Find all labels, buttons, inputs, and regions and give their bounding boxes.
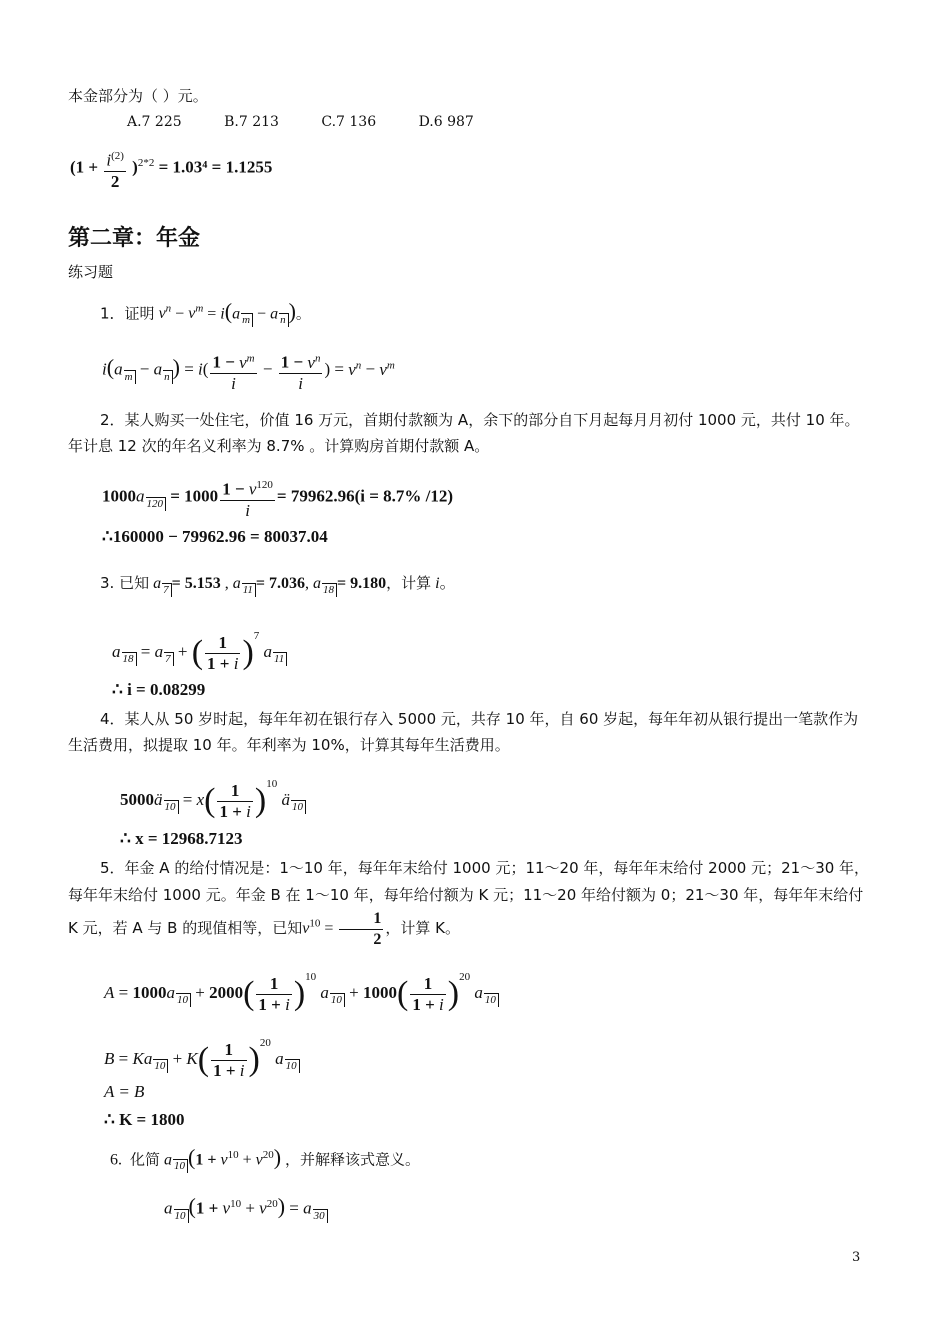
question-5: 5．年金 A 的给付情况是：1～10 年，每年年末给付 1000 元；11～20 年，每年年末给付 2000 元；21～30 年，每年年末给付 1000 元。年金 B 在 1～10 年，每年给付额为 K 元；11～20 年给付额为 0；21～30 年，每年年末给付 K 元，若 A 与 B 的现值相等，已知$v^{10}$ = $\frac{1}{2}$ ，计算 K。 xyxy=(68,859,870,948)
question-1: 1．证明 $v^n - v^m = i(a$ m − a n )。 xyxy=(100,298,311,327)
option-a: A.7 225 xyxy=(127,114,182,130)
equation-q6: a 10 $(1 + v^{10} + v^{20}) = a$ 30 xyxy=(164,1193,328,1223)
option-c: C.7 136 xyxy=(321,114,377,130)
equation-q3-result: ∴ i = 0.08299 xyxy=(112,680,206,699)
question-4: 4．某人从 50 岁时起，每年年初在银行存入 5000 元，共存 10 年，自 60 岁起，每年年初从银行提出一笔款作为生活费用，拟提取 10 年。年利率为 10%，计算其每年生活费用。 xyxy=(68,710,859,754)
equation-q5-ab: A = B xyxy=(104,1082,145,1101)
option-b: B.7 213 xyxy=(224,114,279,130)
page-number: 3 xyxy=(852,1250,861,1265)
equation-q5-result: ∴ K = 1800 xyxy=(104,1110,185,1129)
equation-q5-b: B = Ka 10 + K( $\frac{1}{1 + i}$ )$^{20}$ a 10 xyxy=(104,1032,300,1081)
question-3: 3. 已知 a 7 = 5.153 , a 11 = 7.036, a 18 = 9.180，计算 i。 xyxy=(100,574,456,596)
intro-line: 本金部分为（ ）元。 xyxy=(68,87,208,105)
equation-q4: 5000ä 10 = x( $\frac{1}{1 + i}$ )$^{10}$ ä 10 xyxy=(120,773,306,822)
equation-q1-proof: i(a m − a n ) = i( $\frac{1 - v^m}{i}$ − $\frac{1 - v^n}{i}$ ) = $v^n - v^m$ xyxy=(102,348,395,394)
equation-q2-annuity: 1000a 120 = 1000 $\frac{1 - v^{120}}{i}$ = 79962.96(i = 8.7% /12) xyxy=(102,475,453,521)
question-6: 6. 化简 a 10 $(1 + v^{10} + v^{20})$ ，并解释该式意义。 xyxy=(110,1144,421,1173)
question-2: 2．某人购买一处住宅，价值 16 万元，首期付款额为 A，余下的部分自下月起每月月初付 1000 元，共付 10 年。年计息 12 次的年名义利率为 8.7% 。计算购房首期付款额 A。 xyxy=(68,411,860,455)
equation-q3: a 18 = a 7 + ( $\frac{1}{1 + i}$ )$^7$ a 11 xyxy=(112,625,287,674)
equation-q5-a: A = 1000a 10 + 2000( $\frac{1}{1 + i}$ )$^{10}$ a 10 + 1000( $\frac{1}{1 + i}$ )$^{20}$ a 10 xyxy=(104,966,499,1015)
section-label: 练习题 xyxy=(68,263,114,281)
option-d: D.6 987 xyxy=(418,114,474,130)
equation-q4-result: ∴ x = 12968.7123 xyxy=(120,829,243,848)
answer-options xyxy=(127,112,512,132)
equation-interest-conversion: (1 + $\frac{i^{(2)}}{2}$ )$^{2*2}$ = 1.03⁴ = 1.1255 xyxy=(70,146,272,192)
chapter-title: 第二章：年金 xyxy=(68,226,201,251)
equation-q2-result: ∴160000 − 79962.96 = 80037.04 xyxy=(102,527,328,546)
